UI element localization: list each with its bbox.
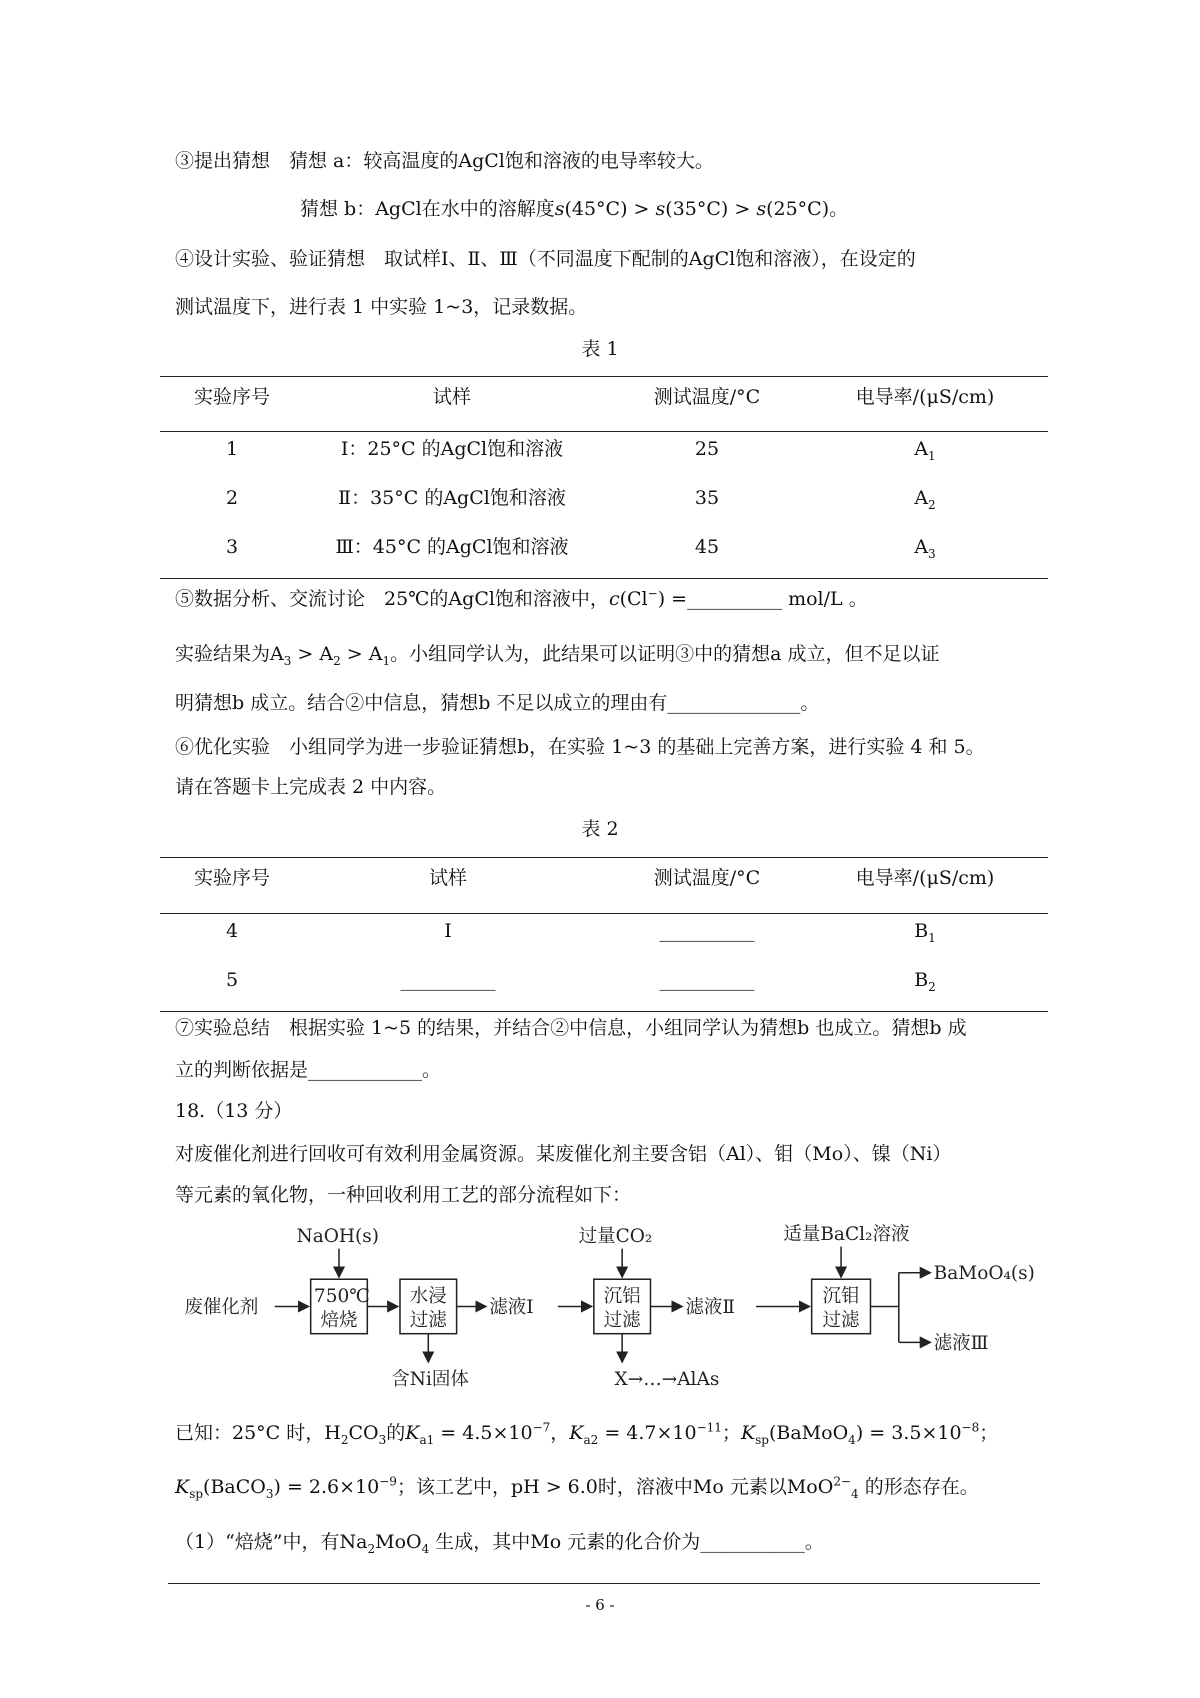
cell-conductivity <box>914 438 936 463</box>
conjecture-a <box>175 152 714 171</box>
label-spent-catalyst: 废催化剂 <box>184 1297 259 1318</box>
text-segment: a1 <box>419 1432 435 1447</box>
text-segment: ； <box>721 1422 741 1444</box>
table1-caption: 表 1 <box>581 338 619 360</box>
text-segment: 4 <box>421 1541 430 1556</box>
question-18-intro1 <box>175 1145 951 1164</box>
answer-blank: ___________ <box>700 1531 805 1553</box>
text-segment: 2 <box>333 653 341 668</box>
cond-subscript: 2 <box>928 979 936 994</box>
table1-bottom-rule <box>160 578 1048 579</box>
text-segment: 立的判断依据是 <box>175 1059 309 1081</box>
text-segment: c <box>608 588 620 610</box>
text-segment: mol/L 。 <box>782 588 868 610</box>
text-segment: 。 <box>422 1059 442 1081</box>
text-segment: 18.（13 分） <box>175 1100 293 1122</box>
cell-conductivity <box>914 969 936 994</box>
text-segment: 3 <box>283 653 292 668</box>
text-segment: 2 <box>367 1541 376 1556</box>
table1-top-rule <box>160 376 1048 377</box>
cell-conductivity <box>914 536 936 561</box>
cell-no: 5 <box>225 969 239 991</box>
text-segment: 猜想 b：AgCl在水中的溶解度 <box>300 198 555 220</box>
text-segment: 测试温度下，进行表 1 中实验 1~3，记录数据。 <box>175 296 588 318</box>
cell-no: 4 <box>225 920 239 942</box>
cell-temp: 25 <box>694 438 720 460</box>
box2-line1: 水浸 <box>409 1286 447 1308</box>
text-segment: ) = <box>657 588 688 610</box>
cell-sample: __________ <box>400 969 496 991</box>
box1-line1: 750℃ <box>313 1286 370 1308</box>
text-segment: −8 <box>961 1420 980 1435</box>
text-segment: ⑤数据分析、交流讨论 25℃的AgCl饱和溶液中， <box>175 588 609 610</box>
answer-blank: ____________ <box>308 1059 423 1081</box>
table2-mid-rule <box>160 913 1048 914</box>
cell-sample: Ⅰ：25°C 的AgCl饱和溶液 <box>340 438 564 460</box>
text-segment: 明猜想b 成立。结合②中信息，猜想b 不足以成立的理由有 <box>175 692 668 714</box>
cond-symbol: B <box>914 920 929 942</box>
text-segment: −7 <box>532 1420 551 1435</box>
text-segment: s <box>756 198 767 220</box>
text-segment: (45°C) > <box>564 198 656 220</box>
result-line1 <box>175 643 940 668</box>
page-number: - 6 - <box>585 1596 615 1614</box>
text-segment: 2 <box>340 1432 349 1447</box>
text-segment: 实验结果为A <box>175 643 284 665</box>
header-temp: 测试温度/°C <box>653 386 761 408</box>
text-segment: K <box>175 1476 190 1498</box>
cell-temp: __________ <box>659 920 755 942</box>
text-segment: MoO <box>375 1531 422 1553</box>
cell-no: 3 <box>225 536 239 558</box>
text-segment: − <box>647 586 658 601</box>
label-filtrate-3: 滤液Ⅲ <box>933 1332 989 1354</box>
cond-subscript: 3 <box>928 546 936 561</box>
text-segment: 的形态存在。 <box>858 1476 979 1498</box>
footer-rule <box>168 1583 1040 1584</box>
cell-temp: 45 <box>694 536 720 558</box>
cell-sample: Ⅲ：45°C 的AgCl饱和溶液 <box>335 536 569 558</box>
text-segment: (Cl <box>619 588 648 610</box>
text-segment: ) = 2.6×10 <box>273 1476 380 1498</box>
text-segment: ⑦实验总结 根据实验 1~5 的结果，并结合②中信息，小组同学认为猜想b 也成立。猜想b 成 <box>175 1017 967 1039</box>
label-filtrate-1: 滤液Ⅰ <box>489 1297 534 1318</box>
text-segment: ⑥优化实验 小组同学为进一步验证猜想b，在实验 1~3 的基础上完善方案，进行实验 4 和 5。 <box>175 736 985 758</box>
text-segment: 等元素的氧化物，一种回收利用工艺的部分流程如下： <box>175 1184 632 1206</box>
text-segment: 的 <box>386 1422 406 1444</box>
text-segment: 。小组同学认为，此结果可以证明③中的猜想a 成立，但不足以证 <box>390 643 940 665</box>
text-segment: sp <box>755 1432 769 1447</box>
text-segment: 对废催化剂进行回收可有效利用金属资源。某废催化剂主要含铝（Al）、钼（Mo）、镍（Ni） <box>175 1143 952 1165</box>
question-1 <box>175 1531 824 1556</box>
header-no: 实验序号 <box>193 386 271 408</box>
cell-sample: Ⅱ：35°C 的AgCl饱和溶液 <box>338 487 566 509</box>
text-segment: K <box>569 1422 584 1444</box>
text-segment: 。 <box>804 1531 824 1553</box>
box3-line2: 过滤 <box>603 1310 641 1332</box>
design-experiment-line1 <box>175 250 916 269</box>
text-segment: a2 <box>583 1432 599 1447</box>
text-segment: = 4.7×10 <box>598 1422 697 1444</box>
known-data-line2 <box>175 1474 979 1501</box>
text-segment: −9 <box>379 1474 397 1489</box>
cell-conductivity <box>914 920 936 945</box>
optimize-line1 <box>175 738 985 757</box>
text-segment: ；该工艺中，pH > 6.0时，溶液中Mo 元素以MoO <box>396 1476 834 1498</box>
answer-blank: ______________ <box>667 692 801 714</box>
text-segment: CO <box>348 1422 379 1444</box>
text-segment: sp <box>189 1486 204 1501</box>
text-segment: 1 <box>382 653 391 668</box>
label-filtrate-2: 滤液Ⅱ <box>685 1297 735 1318</box>
text-segment: 请在答题卡上完成表 2 中内容。 <box>175 776 447 798</box>
text-segment: −11 <box>696 1420 722 1435</box>
answer-blank: __________ <box>687 588 783 610</box>
summary-line1 <box>175 1019 967 1038</box>
text-segment: 4 <box>848 1432 856 1447</box>
text-segment: 2− <box>833 1474 852 1489</box>
header-conductivity: 电导率/(μS/cm) <box>855 867 995 889</box>
box1-line2: 焙烧 <box>320 1310 358 1332</box>
text-segment: s <box>655 198 666 220</box>
header-sample: 试样 <box>432 386 472 408</box>
text-segment: 生成，其中Mo 元素的化合价为 <box>429 1531 701 1553</box>
header-temp: 测试温度/°C <box>653 867 761 889</box>
cell-temp: 35 <box>694 487 720 509</box>
text-segment: K <box>405 1422 420 1444</box>
text-segment: = 4.5×10 <box>434 1422 533 1444</box>
cell-conductivity <box>914 487 936 512</box>
table2-caption: 表 2 <box>581 818 619 840</box>
reagent-naoh: NaOH(s) <box>296 1226 379 1248</box>
result-line2 <box>175 694 819 713</box>
header-no: 实验序号 <box>193 867 271 889</box>
text-segment: 已知：25°C 时，H <box>175 1422 341 1444</box>
table2-top-rule <box>160 857 1048 858</box>
text-segment: (25°C)。 <box>766 198 849 220</box>
conjecture-b <box>300 200 848 219</box>
label-bamoo4: BaMoO₄(s) <box>933 1263 1035 1285</box>
design-experiment-line2 <box>175 298 587 317</box>
reagent-bacl2: 适量BaCl₂溶液 <box>783 1224 910 1246</box>
header-sample: 试样 <box>428 867 468 889</box>
label-ni-solid: 含Ni固体 <box>391 1368 469 1390</box>
table2-bottom-rule <box>160 1011 1048 1012</box>
label-x-to-alas: X→…→AlAs <box>614 1368 720 1390</box>
cond-subscript: 1 <box>928 448 936 463</box>
optimize-line2 <box>175 778 446 797</box>
cond-symbol: A <box>914 536 929 558</box>
box3-line1: 沉铝 <box>603 1286 641 1308</box>
header-conductivity: 电导率/(μS/cm) <box>855 386 995 408</box>
box4-line2: 过滤 <box>822 1310 860 1332</box>
process-flow-diagram <box>168 1218 1048 1408</box>
cell-sample: Ⅰ <box>444 920 452 942</box>
reagent-co2: 过量CO₂ <box>578 1226 653 1248</box>
text-segment: 3 <box>265 1486 274 1501</box>
cell-no: 1 <box>225 438 239 460</box>
cond-subscript: 2 <box>928 497 936 512</box>
text-segment: ③提出猜想 猜想 a：较高温度的AgCl饱和溶液的电导率较大。 <box>175 150 714 172</box>
text-segment: s <box>554 198 565 220</box>
cond-symbol: A <box>914 438 929 460</box>
text-segment: ； <box>979 1422 999 1444</box>
known-data-line1 <box>175 1420 999 1447</box>
table1-mid-rule <box>160 431 1048 432</box>
text-segment: ， <box>550 1422 570 1444</box>
text-segment: (35°C) > <box>665 198 757 220</box>
cell-temp: __________ <box>659 969 755 991</box>
cond-symbol: A <box>914 487 929 509</box>
cell-no: 2 <box>225 487 239 509</box>
text-segment: （1）“焙烧”中，有Na <box>175 1531 368 1553</box>
box4-line1: 沉钼 <box>822 1286 860 1308</box>
text-segment: > A <box>340 643 383 665</box>
data-analysis <box>175 586 868 610</box>
text-segment: 4 <box>851 1486 859 1501</box>
text-segment: > A <box>291 643 334 665</box>
text-segment: 3 <box>378 1432 387 1447</box>
question-18-heading <box>175 1102 292 1121</box>
text-segment: 。 <box>800 692 820 714</box>
text-segment: (BaCO <box>203 1476 266 1498</box>
text-segment: ) = 3.5×10 <box>855 1422 962 1444</box>
text-segment: (BaMoO <box>768 1422 849 1444</box>
box2-line2: 过滤 <box>409 1310 447 1332</box>
summary-line2 <box>175 1061 441 1080</box>
cond-symbol: B <box>914 969 929 991</box>
text-segment: ④设计实验、验证猜想 取试样Ⅰ、Ⅱ、Ⅲ（不同温度下配制的AgCl饱和溶液），在设定的 <box>175 248 916 270</box>
question-18-intro2 <box>175 1186 631 1205</box>
text-segment: K <box>740 1422 756 1444</box>
cond-subscript: 1 <box>928 930 936 945</box>
